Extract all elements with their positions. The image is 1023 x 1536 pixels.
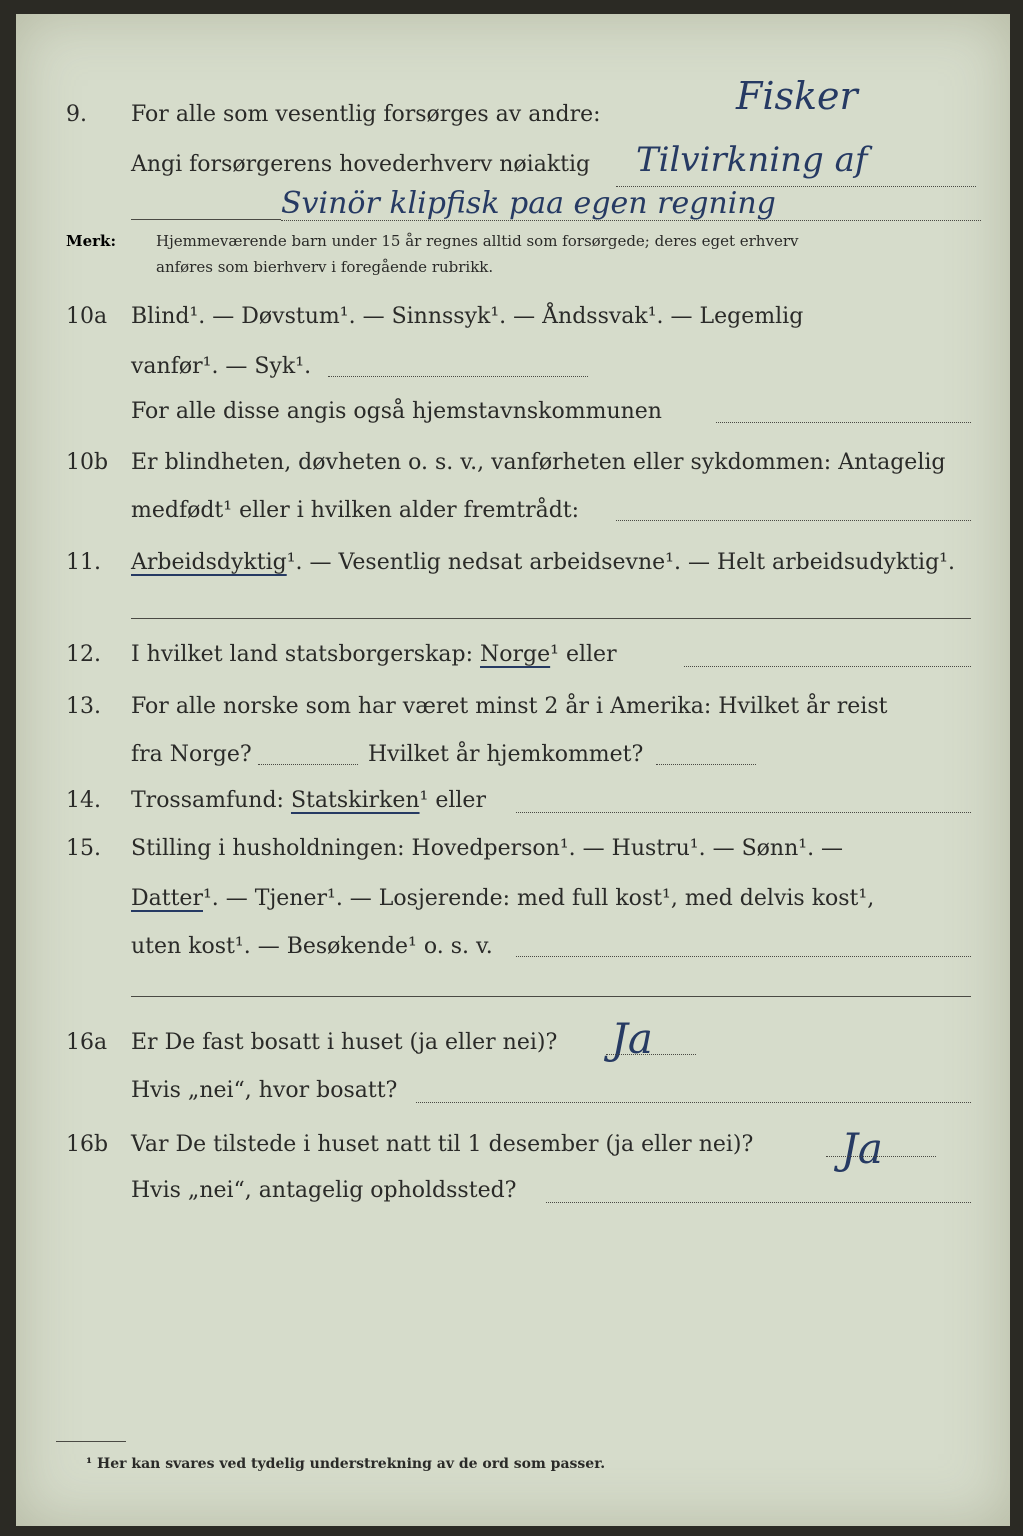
question-15 — [16, 836, 1010, 876]
question-16a — [16, 1030, 1010, 1070]
question-text: I hvilket land statsborgerskap: — [131, 642, 474, 667]
question-text: Hvis „nei“, hvor bosatt? — [131, 1078, 398, 1103]
footnote-rule — [56, 1441, 126, 1442]
question-9 — [16, 102, 1010, 142]
handwritten-answer: Tilvirkning af — [636, 140, 868, 180]
question-number: 10a — [66, 304, 108, 329]
question-text: medfødt¹ eller i hvilken alder fremtrådt: — [131, 498, 580, 523]
question-15-line2 — [16, 886, 1010, 926]
question-16b-line2 — [16, 1178, 1010, 1218]
question-number: 16b — [66, 1132, 109, 1157]
underlined-option-arbeidsdyktig: Arbeidsdyktig — [131, 550, 287, 575]
question-number: 13. — [66, 694, 101, 719]
question-text: ¹. — Vesentlig nedsat arbeidsevne¹. — Helt arbeidsudyktig¹. — [286, 550, 955, 575]
question-text: vanfør¹. — Syk¹. — [131, 354, 312, 379]
question-16a-line2 — [16, 1078, 1010, 1118]
question-text: fra Norge? — [131, 742, 252, 767]
note-label: Merk: — [66, 232, 116, 250]
question-number: 11. — [66, 550, 101, 575]
underlined-option-statskirken: Statskirken — [290, 788, 420, 813]
question-text: Hvis „nei“, antagelig opholdssted? — [131, 1178, 517, 1203]
question-text: Trossamfund: — [131, 788, 284, 813]
note-text: anføres som bierhverv i foregående rubrikk. — [156, 258, 494, 276]
question-15-line3 — [16, 934, 1010, 974]
question-text: uten kost¹. — Besøkende¹ o. s. v. — [131, 934, 493, 959]
note-line2 — [16, 258, 1010, 298]
question-text: For alle norske som har været minst 2 år i Amerika: Hvilket år reist — [131, 694, 888, 719]
question-number: 9. — [66, 102, 87, 127]
handwritten-answer: Svinör klipfisk paa egen regning — [281, 186, 776, 221]
note-text: Hjemmeværende barn under 15 år regnes alltid som forsørgede; deres eget erhverv — [156, 232, 799, 250]
question-text: Var De tilstede i huset natt til 1 desember (ja eller nei)? — [131, 1132, 754, 1157]
question-text: For alle disse angis også hjemstavnskommunen — [131, 399, 662, 424]
handwritten-answer-ja: Ja — [841, 1124, 883, 1173]
question-text: Hvilket år hjemkommet? — [368, 742, 644, 767]
question-text: Angi forsørgerens hovederhverv nøiaktig — [131, 152, 591, 177]
question-text: Er blindheten, døvheten o. s. v., vanførheten eller sykdommen: Antagelig — [131, 450, 946, 475]
question-number: 14. — [66, 788, 101, 813]
question-text: Er De fast bosatt i huset (ja eller nei)? — [131, 1030, 558, 1055]
question-text: ¹. — Tjener¹. — Losjerende: med full kost¹, med delvis kost¹, — [202, 886, 875, 911]
question-12 — [16, 642, 1010, 682]
question-number: 15. — [66, 836, 101, 861]
question-number: 16a — [66, 1030, 108, 1055]
handwritten-answer-ja: Ja — [611, 1014, 653, 1063]
question-10b-line2 — [16, 498, 1010, 538]
question-text: Blind¹. — Døvstum¹. — Sinnssyk¹. — Åndssvak¹. — Legemlig — [131, 304, 804, 329]
footnote: ¹ Her kan svares ved tydelig understrekning av de ord som passer. — [86, 1456, 606, 1472]
question-13-line2 — [16, 742, 1010, 782]
question-11 — [16, 550, 1010, 590]
question-10a-line2 — [16, 354, 1010, 394]
question-number: 10b — [66, 450, 109, 475]
question-10b — [16, 450, 1010, 490]
question-text: For alle som vesentlig forsørges av andre: — [131, 102, 601, 127]
question-10a — [16, 304, 1010, 344]
underlined-option-norge: Norge — [480, 642, 551, 667]
question-13 — [16, 694, 1010, 734]
question-14 — [16, 788, 1010, 828]
handwritten-occupation: Fisker — [736, 74, 858, 118]
question-number: 12. — [66, 642, 101, 667]
question-10a-line3 — [16, 399, 1010, 439]
question-text: ¹ eller — [550, 642, 617, 667]
census-form-page — [16, 14, 1010, 1526]
underlined-option-datter: Datter — [131, 886, 203, 911]
question-text: Stilling i husholdningen: Hovedperson¹. — Hustru¹. — Sønn¹. — — [131, 836, 844, 861]
question-text: ¹ eller — [419, 788, 486, 813]
